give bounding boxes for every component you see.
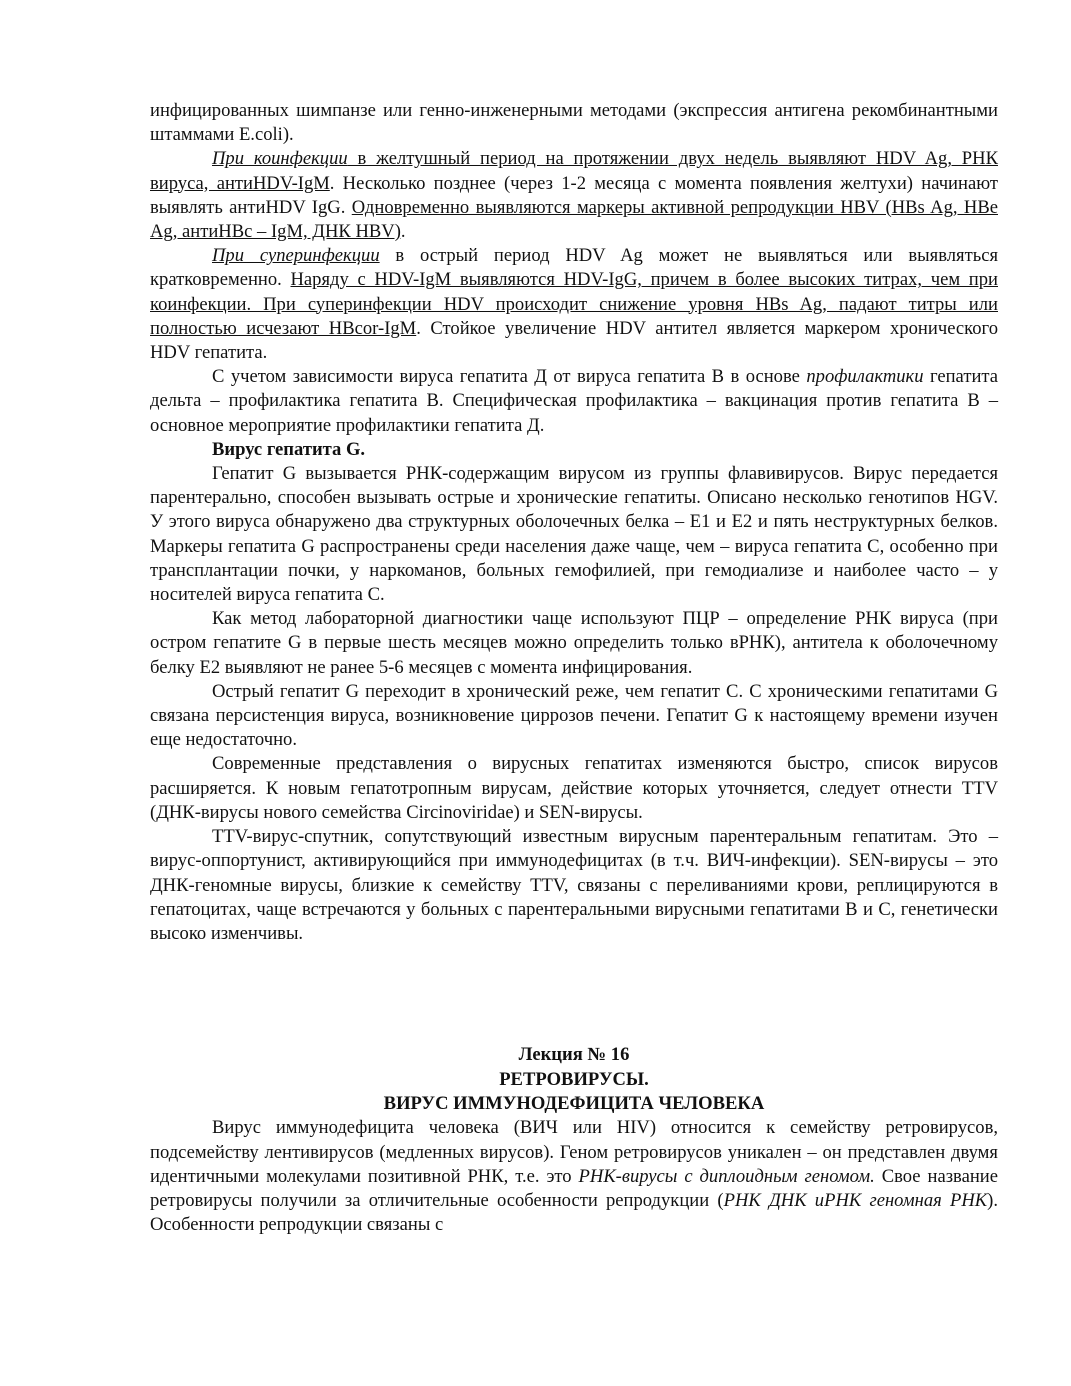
paragraph-hgv-intro: Гепатит G вызывается РНК-содержащим вирусом из группы флавивирусов. Вирус передается парентерально, способен вызывать острые и хронические гепатиты. Описано несколько генотипов HGV. У этого вируса обнаружено два структурных оболочечных белка – Е1 и Е2 и пять неструктурных белков. Маркеры гепатита G распространены среди населения даже чаще, чем – вируса гепатита С, особенно при трансплантации почки, у наркоманов, больных гемофилией, при гемодиализе и наиболее часто – у носителей вируса гепатита С. [150, 463, 998, 606]
replication-scheme: РНК ДНК иРНК геномная РНК [723, 1189, 988, 1211]
paragraph-continuation: инфицированных шимпанзе или генно-инженерными методами (экспрессия антигена рекомбинантными штаммами E.coli). [150, 100, 998, 146]
hiv-text-1: Вирус иммунодефицита человека (ВИЧ или HIV) относится к семейству ретровирусов, подсемейству лентивирусов (медленных вирусов). Геном ретровирусов уникален – он представлен двумя идентичными молекулами позитивной РНК, т.е. это [150, 1117, 998, 1187]
hbv-markers-text: Одновременно выявляются маркеры активной репродукции HBV (HBs Ag, HBe Ag, антиHBc – IgM, ДНК HBV) [150, 196, 998, 243]
coinfection-markers: в желтушный период на протяжении двух недель выявляют HDV Ag, РНК вируса, антиHDV-IgM [150, 148, 998, 194]
paragraph-hgv-chronic: Острый гепатит G переходит в хронический реже, чем гепатит С. С хроническими гепатитами G связана персистенция вируса, возникновение циррозов печени. Гепатит G к настоящему времени изучен еще недостаточно. [150, 680, 998, 751]
period: . [400, 221, 406, 243]
term-diploid-genome: РНК-вирусы с диплоидным геномом. [578, 1165, 875, 1187]
section-heading-hepatitis-g: Вирус гепатита G. [212, 438, 366, 460]
paragraph-superinfection [150, 244, 998, 365]
prophylaxis-text-1: С учетом зависимости вируса гепатита Д от вируса гепатита В в основе [212, 366, 807, 388]
lecture-heading [150, 1043, 998, 1116]
term-coinfection: При коинфекции [212, 148, 348, 170]
term-prophylaxis: профилактики [806, 366, 924, 388]
lecture-title-2: ВИРУС ИММУНОДЕФИЦИТА ЧЕЛОВЕКА [383, 1092, 765, 1114]
paragraph-hiv-intro [150, 1116, 998, 1237]
lecture-title-1: РЕТРОВИРУСЫ. [499, 1068, 649, 1090]
paragraph-coinfection [150, 147, 998, 244]
hiv-text-3: ). Особенности репродукции связаны с [150, 1189, 998, 1236]
superinfection-markers: Наряду с HDV-IgM выявляются HDV-IgG, причем в более высоких титрах, чем при коинфекции. При суперинфекции HDV происходит снижение уровня HBs Ag, падают титры или полностью исчезают HBcor-IgM [150, 269, 998, 339]
document-page [150, 99, 998, 1237]
coinfection-text: . Несколько позднее (через 1-2 месяца с момента появления желтухи) начинают выявлять антиHDV IgG. [150, 172, 998, 218]
lecture-number: Лекция № 16 [518, 1044, 630, 1066]
term-superinfection: При суперинфекции [212, 245, 380, 267]
paragraph-ttv-sen: TTV-вирус-спутник, сопутствующий известным вирусным парентеральным гепатитам. Это – вирус-оппортунист, активирующийся при иммунодефицитах (в т.ч. ВИЧ-инфекции). SEN-вирусы – это ДНК-геномные вирусы, близкие к семейству TTV, связаны с переливаниями крови, реплицируются в гепатоцитах, чаще встречаются у больных с парентеральными вирусными гепатитами В и С, генетически высоко изменчивы. [150, 826, 998, 944]
paragraph-prophylaxis [150, 365, 998, 438]
prophylaxis-text-2: гепатита дельта – профилактика гепатита В. Специфическая профилактика – вакцинация против гепатита В – основное мероприятие профилактики гепатита Д. [150, 366, 999, 436]
superinfection-conclusion: . Стойкое увеличение HDV антител является маркером хронического HDV гепатита. [150, 317, 999, 364]
superinfection-text: в острый период HDV Ag может не выявляться или выявляться кратковременно. [150, 245, 998, 291]
paragraph-hgv-diagnostics: Как метод лабораторной диагностики чаще используют ПЦР – определение РНК вируса (при остром гепатите G в первые шесть месяцев можно определить только вРНК), антитела к оболочечному белку Е2 выявляют не ранее 5-6 месяцев с момента инфицирования. [150, 608, 998, 678]
paragraph-new-viruses: Современные представления о вирусных гепатитах изменяются быстро, список вирусов расширяется. К новым гепатотропным вирусам, действие которых уточняется, следует отнести TTV (ДНК-вирусы нового семейства Circinoviridae) и SEN-вирусы. [150, 753, 998, 823]
hiv-text-2: Свое название ретровирусы получили за отличительные особенности репродукции ( [150, 1165, 998, 1211]
